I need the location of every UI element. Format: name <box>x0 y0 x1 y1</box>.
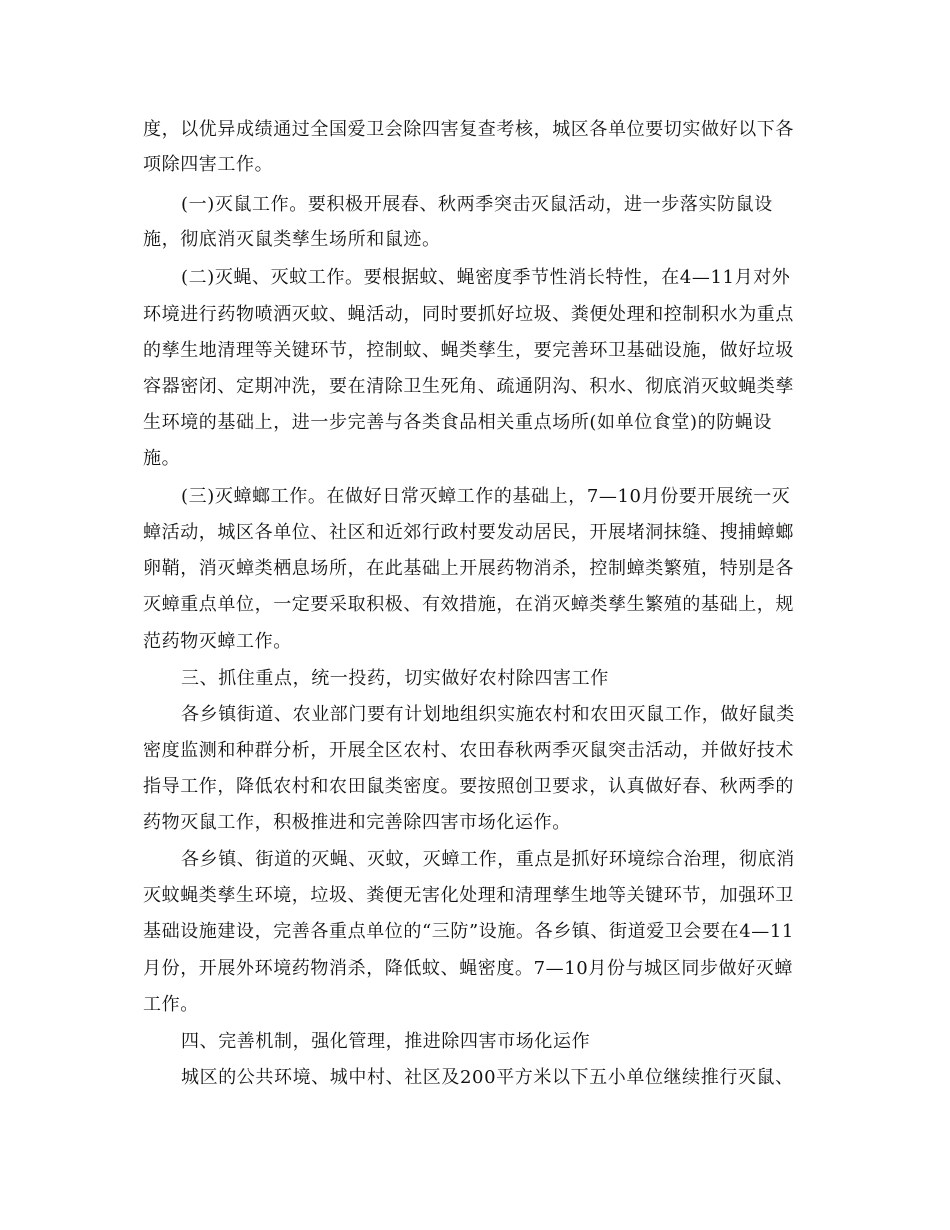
text-line: 环境进行药物喷洒灭蚊、蝇活动，同时要抓好垃圾、粪便处理和控制积水为重点 <box>143 304 794 325</box>
text-line: 药物灭鼠工作，积极推进和完善除四害市场化运作。 <box>143 812 571 833</box>
text-line: 基础设施建设，完善各重点单位的“三防”设施。各乡镇、街道爱卫会要在4—11 <box>143 921 794 942</box>
text-line: 生环境的基础上，进一步完善与各类食品相关重点场所(如单位食堂)的防蝇设 <box>143 412 773 433</box>
text-line: 施，彻底消灭鼠类孳生场所和鼠迹。 <box>143 229 441 250</box>
text-line: 指导工作，降低农村和农田鼠类密度。要按照创卫要求，认真做好春、秋两季的 <box>143 776 794 797</box>
text-line: 容器密闭、定期冲洗，要在清除卫生死角、疏通阴沟、积水、彻底消灭蚊蝇类孳 <box>143 376 794 397</box>
text-line: 城区的公共环境、城中村、社区及200平方米以下五小单位继续推行灭鼠、 <box>181 1067 794 1088</box>
section-heading: 四、完善机制，强化管理，推进除四害市场化运作 <box>181 1031 591 1052</box>
text-line: (三)灭蟑螂工作。在做好日常灭蟑工作的基础上，7—10月份要开展统一灭 <box>181 486 791 507</box>
text-line: 卵鞘，消灭蟑类栖息场所，在此基础上开展药物消杀，控制蟑类繁殖，特别是各 <box>143 558 794 579</box>
text-line: 灭蚊蝇类孳生环境，垃圾、粪便无害化处理和清理孳生地等关键环节，加强环卫 <box>143 885 794 906</box>
text-line: 施。 <box>143 448 181 469</box>
text-line: 蟑活动，城区各单位、社区和近郊行政村要发动居民，开展堵洞抹缝、搜捕蟑螂 <box>143 522 794 543</box>
text-line: (一)灭鼠工作。要积极开展春、秋两季突击灭鼠活动，进一步落实防鼠设 <box>181 194 773 215</box>
text-line: 的孳生地清理等关键环节，控制蚊、蝇类孳生，要完善环卫基础设施，做好垃圾 <box>143 340 794 361</box>
text-line: 各乡镇、街道的灭蝇、灭蚊，灭蟑工作，重点是抓好环境综合治理，彻底消 <box>181 849 795 870</box>
text-line: 范药物灭蟑工作。 <box>143 631 292 652</box>
text-line: 月份，开展外环境药物消杀，降低蚊、蝇密度。7—10月份与城区同步做好灭蟑 <box>143 958 793 979</box>
text-line: 密度监测和种群分析，开展全区农村、农田春秋两季灭鼠突击活动，并做好技术 <box>143 740 794 761</box>
text-line: 度，以优异成绩通过全国爱卫会除四害复查考核，城区各单位要切实做好以下各 <box>143 119 794 140</box>
text-line: 灭蟑重点单位，一定要采取积极、有效措施，在消灭蟑类孳生繁殖的基础上，规 <box>143 594 794 615</box>
text-line: 工作。 <box>143 994 199 1015</box>
section-heading: 三、抓住重点，统一投药，切实做好农村除四害工作 <box>181 668 609 689</box>
text-line: 各乡镇街道、农业部门要有计划地组织实施农村和农田灭鼠工作，做好鼠类 <box>181 704 795 725</box>
text-line: 项除四害工作。 <box>143 154 274 175</box>
text-line: (二)灭蝇、灭蚊工作。要根据蚊、蝇密度季节性消长特性，在4—11月对外 <box>181 267 791 288</box>
